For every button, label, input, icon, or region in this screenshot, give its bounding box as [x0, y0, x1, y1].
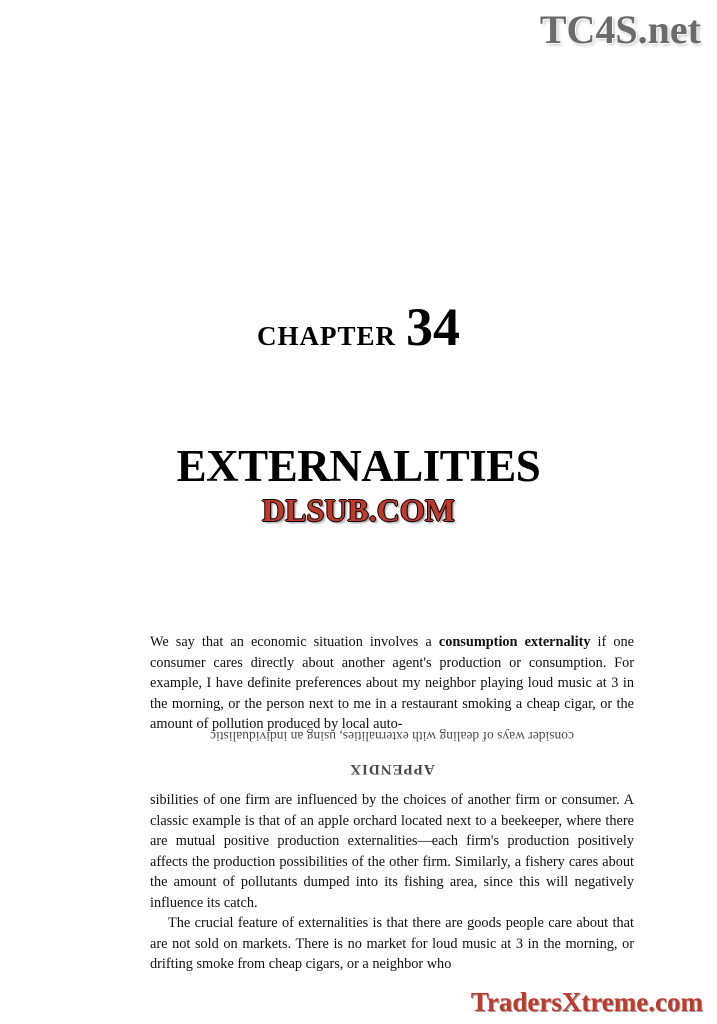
paragraph-3: The crucial feature of externalities is that there are goods people care about that are not sold on markets. There is no market for loud music at 3 in the morning, or drifting smoke from cheap cigars, or a neighbor who — [150, 915, 634, 972]
body-paragraph-first — [150, 632, 634, 735]
title-overlay-watermark: DLSUB.COM — [262, 492, 455, 528]
paragraph-1-part-a: We say that an economic situation involves a — [150, 634, 439, 650]
paragraph-1 — [150, 632, 634, 735]
chapter-number: 34 — [406, 297, 460, 357]
body-paragraph-block — [150, 790, 634, 975]
bleed-through-line: consider ways of dealing with externalities, using an individualistic — [209, 729, 575, 744]
paragraph-2: sibilities of one firm are influenced by the choices of another firm or consumer. A classic example is that of an apple orchard located next to a beekeeper, where there are mutual positive production externalities—each firm's production positively affects the production possibilities of the other firm. Similarly, a fishery cares about the amount of pollutants dumped into its fishing area, since this will negatively influence its catch. — [150, 792, 634, 911]
chapter-label: CHAPTER — [256, 321, 396, 351]
bleed-through-appendix: APPENDIX — [349, 761, 435, 777]
top-watermark: TC4S.net — [539, 7, 701, 52]
paragraph-1-part-b: if one consumer cares directly about another agent's production or consumption. For example, I have definite preferences about my neighbor playing loud music at 3 in the morning, or the person next to me in a restaurant smoking a cheap cigar, or the amount of pollution produced by local auto- — [150, 634, 634, 732]
page-title: EXTERNALITIES — [176, 441, 541, 491]
term-consumption-externality: consumption externality — [438, 634, 591, 650]
chapter-heading — [0, 296, 717, 358]
bottom-watermark: TradersXtreme.com — [470, 987, 703, 1017]
